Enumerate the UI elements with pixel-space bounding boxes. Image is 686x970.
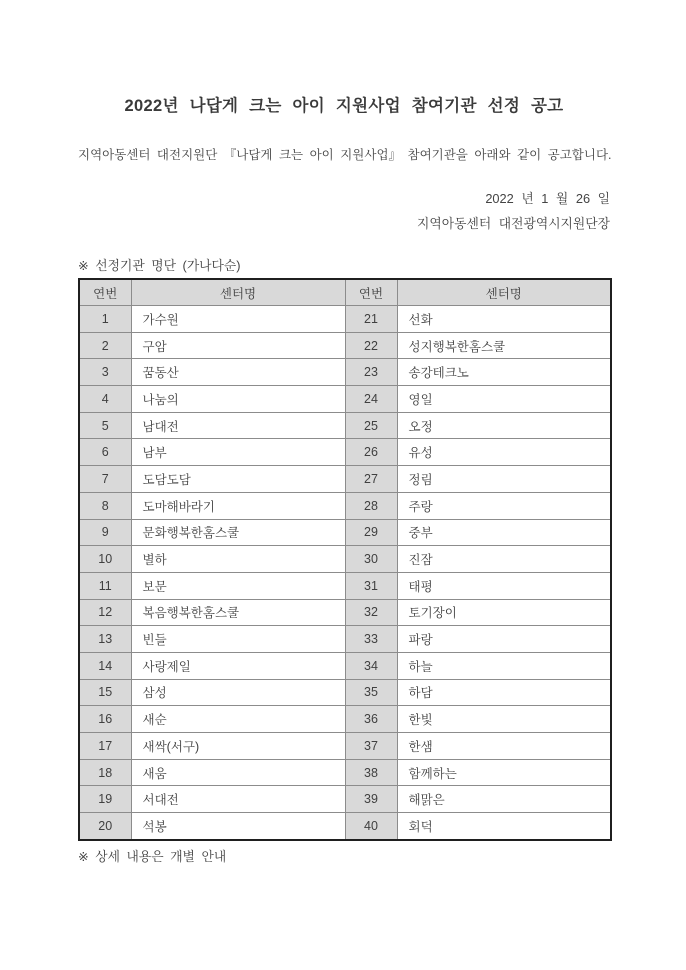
header-center-name-left: 센터명 [131,279,345,306]
table-row [79,412,611,439]
header-number-left: 연번 [79,279,131,306]
signature-block [417,186,610,236]
center-name-right: 함께하는 [397,759,611,786]
row-number-right: 31 [345,572,397,599]
center-name-left: 석봉 [131,813,345,840]
row-number-right: 38 [345,759,397,786]
center-name-right: 진잠 [397,546,611,573]
row-number-left: 14 [79,652,131,679]
row-number-right: 29 [345,519,397,546]
table-row [79,759,611,786]
row-number-left: 12 [79,599,131,626]
table-header-row [79,279,611,306]
table-header [79,279,611,306]
row-number-right: 34 [345,652,397,679]
row-number-right: 37 [345,733,397,760]
row-number-right: 35 [345,679,397,706]
center-name-left: 꿈동산 [131,359,345,386]
center-name-right: 회덕 [397,813,611,840]
center-name-right: 정림 [397,466,611,493]
row-number-right: 27 [345,466,397,493]
table-row [79,386,611,413]
row-number-left: 2 [79,332,131,359]
table-row [79,492,611,519]
intro-paragraph: 지역아동센터 대전지원단 『나답게 크는 아이 지원사업』 참여기관을 아래와 같이 공고합니다. [78,148,612,162]
center-name-right: 하담 [397,679,611,706]
center-name-left: 빈들 [131,626,345,653]
row-number-left: 5 [79,412,131,439]
row-number-right: 28 [345,492,397,519]
row-number-left: 7 [79,466,131,493]
row-number-right: 33 [345,626,397,653]
center-name-left: 새움 [131,759,345,786]
center-name-right: 파랑 [397,626,611,653]
center-name-left: 도마해바라기 [131,492,345,519]
row-number-left: 9 [79,519,131,546]
center-name-left: 도담도담 [131,466,345,493]
table-row [79,652,611,679]
row-number-left: 4 [79,386,131,413]
center-name-right: 한샘 [397,733,611,760]
center-name-right: 해맑은 [397,786,611,813]
center-name-right: 주랑 [397,492,611,519]
header-number-right: 연번 [345,279,397,306]
table-row [79,813,611,840]
row-number-left: 18 [79,759,131,786]
row-number-right: 39 [345,786,397,813]
table-row [79,706,611,733]
center-name-right: 선화 [397,306,611,333]
row-number-right: 23 [345,359,397,386]
row-number-left: 6 [79,439,131,466]
center-name-left: 남부 [131,439,345,466]
row-number-left: 3 [79,359,131,386]
row-number-left: 1 [79,306,131,333]
page-title: 2022년 나답게 크는 아이 지원사업 참여기관 선정 공고 [124,97,564,115]
center-name-right: 한빛 [397,706,611,733]
table-row [79,332,611,359]
row-number-right: 40 [345,813,397,840]
center-name-left: 새싹(서구) [131,733,345,760]
row-number-left: 20 [79,813,131,840]
center-name-left: 남대전 [131,412,345,439]
center-name-left: 사랑제일 [131,652,345,679]
center-name-left: 서대전 [131,786,345,813]
row-number-left: 10 [79,546,131,573]
row-number-right: 24 [345,386,397,413]
center-name-right: 성지행복한홈스쿨 [397,332,611,359]
center-table-body [79,306,611,840]
row-number-left: 16 [79,706,131,733]
center-name-left: 새순 [131,706,345,733]
center-name-right: 송강테크노 [397,359,611,386]
selected-centers-table [78,278,612,841]
row-number-left: 11 [79,572,131,599]
row-number-left: 19 [79,786,131,813]
table-row [79,546,611,573]
table-row [79,519,611,546]
center-name-right: 영일 [397,386,611,413]
table-row [79,786,611,813]
notice-date: 2022 년 1 월 26 일 [485,191,610,206]
row-number-right: 21 [345,306,397,333]
center-name-left: 삼성 [131,679,345,706]
table-row [79,439,611,466]
center-name-right: 오정 [397,412,611,439]
row-number-left: 8 [79,492,131,519]
center-name-right: 유성 [397,439,611,466]
center-name-right: 태평 [397,572,611,599]
row-number-left: 15 [79,679,131,706]
row-number-right: 32 [345,599,397,626]
row-number-right: 30 [345,546,397,573]
center-name-right: 중부 [397,519,611,546]
row-number-right: 26 [345,439,397,466]
center-name-left: 나눔의 [131,386,345,413]
table-row [79,733,611,760]
center-name-right: 하늘 [397,652,611,679]
center-name-left: 문화행복한홈스쿨 [131,519,345,546]
row-number-right: 25 [345,412,397,439]
center-name-left: 구암 [131,332,345,359]
footer-note: ※ 상세 내용은 개별 안내 [78,849,227,864]
table-row [79,599,611,626]
table-row [79,359,611,386]
row-number-left: 13 [79,626,131,653]
center-name-left: 별하 [131,546,345,573]
table-row [79,626,611,653]
list-section-label: ※ 선정기관 명단 (가나다순) [78,258,241,273]
center-name-left: 복음행복한홈스쿨 [131,599,345,626]
row-number-right: 36 [345,706,397,733]
center-name-left: 보문 [131,572,345,599]
center-name-left: 가수원 [131,306,345,333]
header-center-name-right: 센터명 [397,279,611,306]
signature-org: 지역아동센터 대전광역시지원단장 [417,216,610,231]
table-row [79,306,611,333]
row-number-left: 17 [79,733,131,760]
table-row [79,679,611,706]
center-name-right: 토기장이 [397,599,611,626]
row-number-right: 22 [345,332,397,359]
table-row [79,572,611,599]
table-row [79,466,611,493]
